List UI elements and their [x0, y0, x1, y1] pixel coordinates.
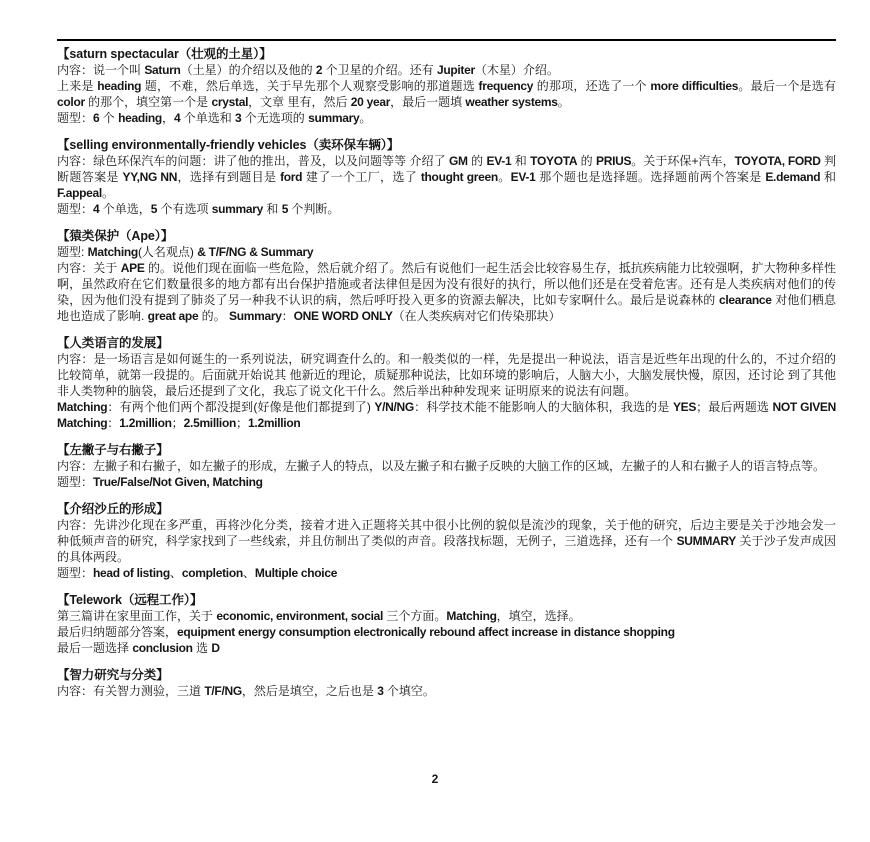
paragraph — [57, 474, 836, 490]
text-run: 内容：是一场语言是如何诞生的一系列说法，研究调查什么的。和一般类似的一样，先是提出一种说法，语言是近些年出现的什么的，不过介绍的比较简单，就第一段提的。后面就开始说其 他新近的理论，质疑那种说法，比如环境的影响后，人脑大小，大脑发展快慢，原因，还讨论 到了其他非人类物种的脑袋，最后还提到了文化，我忘了说文化干什么。然后举出种种发现来 证明原来的说法有问题。 — [57, 352, 836, 398]
text-run: 对他们栖息地也造成了影响. — [57, 293, 836, 323]
text-run: 题型： — [57, 202, 94, 216]
bold-text-run: 5 — [150, 202, 158, 216]
bold-text-run: clearance — [719, 293, 772, 307]
text-run: ，文章 里有，然后 — [248, 95, 351, 109]
text-run: 内容：说一个叫 — [57, 63, 145, 77]
paragraph — [57, 201, 836, 217]
bold-text-run: crystal — [211, 95, 249, 109]
bold-text-run: TOYOTA, FORD — [734, 154, 821, 168]
bold-text-run: GM — [449, 154, 468, 168]
bold-text-run: economic, environment, social — [216, 609, 384, 623]
text-run: 题，不难，然后单选，关于早先那个人观察受影响的那道题选 — [141, 79, 479, 93]
paragraph — [57, 260, 836, 324]
text-run: 的。说他们现在面临一些危险，然后就介绍了。然后有说他们一起生活会比较容易生存，抵抗疾病能力比较强啊，扩大物种多样性啊，虽然政府在它们数量很多的地方都有出台保护措施或者法律但是因为没有很好的执行，所以他们还是在受着危害。还有是人类疾病对他们的传染，因为他们没有提到了肺炎了另一种我不认识的病，然后呼吁投入更多的资源去解决，比如专家啊什么。最后是说森林的 — [57, 261, 837, 307]
text-run: 和 — [820, 170, 836, 184]
section — [57, 46, 836, 126]
text-run: 内容：绿色环保汽车的问题：讲了他的推出，普及，以及问题等等 介绍了 — [57, 154, 449, 168]
bold-text-run: D — [211, 641, 220, 655]
bold-text-run: Matching — [57, 400, 108, 414]
bold-text-run: EV-1 — [486, 154, 512, 168]
section — [57, 667, 836, 699]
text-run: 内容：左撇子和右撇子，如左撇子的形成，左撇子人的特点，以及左撇子和右撇子反映的大脑工作的区域，左撇子的人和右撇子人的语言特点等。 — [57, 459, 826, 473]
text-run: 题型： — [57, 111, 94, 125]
text-run: 那个题也是选择题。选择题前两个答案是 — [535, 170, 766, 184]
bold-text-run: 3 — [235, 111, 242, 125]
bold-text-run: SUMMARY — [676, 534, 737, 548]
paragraph — [57, 244, 836, 260]
text-run: ： — [281, 309, 294, 323]
bold-text-run: summary — [211, 202, 264, 216]
page-number: 2 — [431, 772, 439, 786]
text-run: 第三篇讲在家里面工作，关于 — [57, 609, 217, 623]
text-run: 判断题答案是 — [57, 154, 837, 184]
bold-text-run: YY,NG NN — [122, 170, 178, 184]
bold-text-run: 2.5million — [183, 416, 237, 430]
paragraph — [57, 62, 836, 78]
bold-text-run: Multiple choice — [254, 566, 338, 580]
text-run: 题型： — [57, 475, 94, 489]
text-run: ； — [236, 416, 249, 430]
text-run: 的。 — [198, 309, 229, 323]
bold-text-run: 6 — [93, 111, 100, 125]
text-run: ；最后两题选 — [696, 400, 773, 414]
bold-text-run: Y/N/NG — [374, 400, 414, 414]
text-run: 的 — [577, 154, 597, 168]
text-run: ：科学技术能不能影响人的大脑体积，我选的是 — [413, 400, 673, 414]
bold-text-run: EV-1 — [510, 170, 536, 184]
text-run: 上来是 — [57, 79, 98, 93]
text-run: 最后归纳题部分答案， — [57, 625, 178, 639]
bold-text-run: thought green — [420, 170, 498, 184]
paragraph — [57, 683, 836, 699]
bold-text-run: YES — [672, 400, 697, 414]
bold-text-run: 2 — [315, 63, 323, 77]
bold-text-run: 20 year — [350, 95, 391, 109]
text-run: 个判断。 — [288, 202, 340, 216]
text-run: 建了一个工厂，选了 — [302, 170, 421, 184]
text-run: （在人类疾病对它们传染那块） — [392, 309, 561, 323]
paragraph — [57, 78, 836, 110]
paragraph — [57, 517, 836, 565]
bold-text-run: 1.2million — [119, 416, 172, 430]
text-run: ， — [161, 111, 174, 125]
text-run: 个填空。 — [383, 684, 435, 698]
section — [57, 501, 836, 581]
section-title: 【左撇子与右撇子】 — [57, 443, 169, 457]
bold-text-run: more difficulties — [650, 79, 739, 93]
text-run: ，填空，选择。 — [496, 609, 581, 623]
paragraph — [57, 458, 836, 474]
section — [57, 137, 836, 217]
text-run: 。关于环保+汽车， — [631, 154, 735, 168]
section — [57, 592, 836, 656]
bold-text-run: equipment energy consumption electronically rebound affect increase in distance shopping — [177, 625, 675, 639]
bold-text-run: completion — [181, 566, 243, 580]
bold-text-run: 4 — [93, 202, 100, 216]
bold-text-run: 3 — [377, 684, 384, 698]
bold-text-run: PRIUS — [596, 154, 632, 168]
bold-text-run: great ape — [147, 309, 199, 323]
bold-text-run: frequency — [478, 79, 534, 93]
document-sections — [57, 39, 836, 710]
text-run: 的那个，填空第一个是 — [84, 95, 212, 109]
bold-text-run: head of listing — [93, 566, 170, 580]
text-run: 和 — [511, 154, 531, 168]
bold-text-run: Jupiter — [436, 63, 475, 77]
paragraph — [57, 110, 836, 126]
section — [57, 442, 836, 490]
text-run: ，选择有到题目是 — [177, 170, 281, 184]
paragraph — [57, 608, 836, 624]
text-run: ，最后一题填 — [390, 95, 466, 109]
text-run: 的那项，还选了一个 — [533, 79, 651, 93]
paragraph — [57, 640, 836, 656]
text-run: 内容：关于 — [57, 261, 121, 275]
text-run: 。 — [359, 111, 372, 125]
text-run: 内容：先讲沙化现在多严重，再将沙化分类，接着才进入正题将关其中很小比例的貌似是流沙的现象，关于他的研究，后边主要是关于沙地会发一种低频声音的研究，科学家找到了一些线索，并且仿制出了类似的声音。段落找标题，无例子，三道选择，还有一个 — [57, 518, 836, 548]
bold-text-run: 4 — [173, 111, 181, 125]
paragraph — [57, 624, 836, 640]
bold-text-run: F.appeal — [57, 186, 102, 200]
bold-text-run: TOYOTA — [530, 154, 578, 168]
text-run: 的 — [467, 154, 487, 168]
bold-text-run: heading — [97, 79, 142, 93]
text-run: 。 — [557, 95, 570, 109]
text-run: 个 — [99, 111, 119, 125]
bold-text-run: NOT GIVEN Matching — [57, 400, 836, 430]
paragraph — [57, 153, 836, 201]
bold-text-run: & T/F/NG & Summary — [197, 245, 314, 259]
section — [57, 228, 836, 324]
bold-text-run: ford — [280, 170, 303, 184]
section-title: 【介绍沙丘的形成】 — [57, 502, 169, 516]
bold-text-run: Matching — [87, 245, 138, 259]
text-run: （木星）介绍。 — [474, 63, 559, 77]
bold-text-run: weather systems — [465, 95, 558, 109]
text-run: 、 — [169, 566, 182, 580]
text-run: （土星）的介绍以及他的 — [180, 63, 316, 77]
text-run: 。 — [101, 186, 114, 200]
text-run: (人名观点) — [137, 245, 198, 259]
text-run: 题型： — [57, 566, 94, 580]
bold-text-run: 1.2million — [248, 416, 301, 430]
section-title: 【猿类保护（Ape）】 — [57, 229, 174, 243]
bold-text-run: Summary — [229, 309, 282, 323]
text-run: ； — [171, 416, 184, 430]
bold-text-run: Matching — [446, 609, 497, 623]
text-run: 内容：有关智力测验，三道 — [57, 684, 205, 698]
text-run: 个无选项的 — [241, 111, 309, 125]
paragraph — [57, 565, 836, 581]
bold-text-run: heading — [118, 111, 162, 125]
paragraph — [57, 399, 836, 431]
section-title: 【人类语言的发展】 — [57, 336, 169, 350]
text-run: 和 — [263, 202, 282, 216]
text-run: 选 — [192, 641, 212, 655]
bold-text-run: True/False/Not Given, Matching — [93, 475, 263, 489]
bold-text-run: 5 — [281, 202, 289, 216]
section-title: 【selling environmentally-friendly vehicles（卖环保车辆）】 — [57, 138, 400, 152]
section — [57, 335, 836, 431]
text-run: ：有两个他们两个都没提到(好像是他们都提到了) — [107, 400, 375, 414]
text-run: ，然后是填空，之后也是 — [241, 684, 378, 698]
bold-text-run: Saturn — [144, 63, 181, 77]
text-run: ： — [107, 416, 120, 430]
bold-text-run: APE — [120, 261, 145, 275]
section-title: 【智力研究与分类】 — [57, 668, 169, 682]
text-run: 个有选项 — [157, 202, 212, 216]
text-run: 个卫星的介绍。还有 — [322, 63, 437, 77]
text-run: 个单选和 — [180, 111, 236, 125]
bold-text-run: summary — [308, 111, 360, 125]
text-run: 题型: — [57, 245, 88, 259]
paragraph — [57, 351, 836, 399]
bold-text-run: ONE WORD ONLY — [293, 309, 393, 323]
text-run: 个单选， — [99, 202, 151, 216]
text-run: 关于沙子发声成因的具体两段。 — [57, 534, 836, 564]
bold-text-run: T/F/NG — [204, 684, 242, 698]
section-title: 【Telework（远程工作）】 — [57, 593, 203, 607]
text-run: 、 — [242, 566, 255, 580]
text-run: 最后一题选择 — [57, 641, 133, 655]
bold-text-run: conclusion — [132, 641, 193, 655]
section-title: 【saturn spectacular（壮观的土星）】 — [57, 47, 272, 61]
bold-text-run: color — [57, 95, 85, 109]
text-run: 。最后一个是选有 — [738, 79, 837, 93]
text-run: 。 — [497, 170, 511, 184]
bold-text-run: E.demand — [765, 170, 821, 184]
text-run: 三个方面。 — [383, 609, 447, 623]
